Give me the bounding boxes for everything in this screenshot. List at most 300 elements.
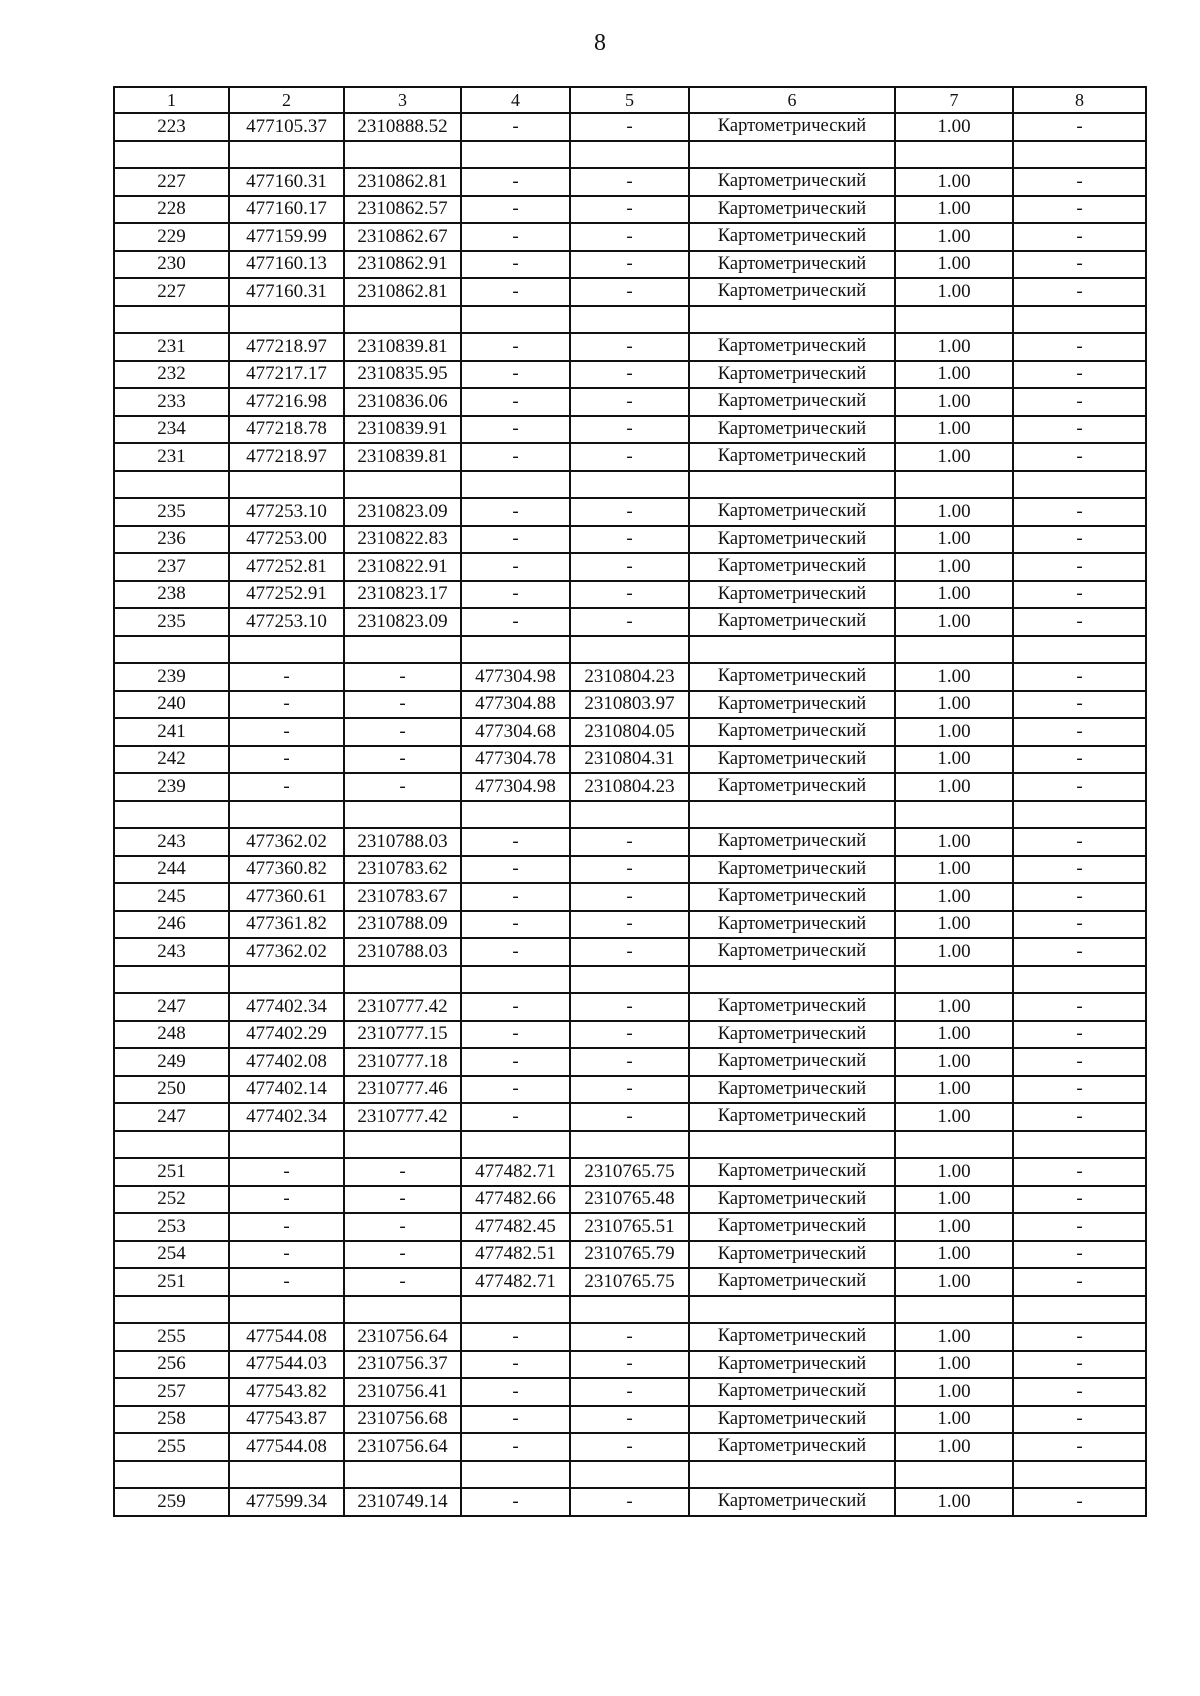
x-coordinate-cell: -	[229, 746, 344, 774]
accuracy-cell	[895, 1131, 1013, 1159]
accuracy-cell: 1.00	[895, 1158, 1013, 1186]
table-row	[114, 773, 1146, 801]
y-coordinate-cell: 2310756.64	[344, 1433, 461, 1461]
accuracy-cell: 1.00	[895, 1351, 1013, 1379]
x-new-coordinate-cell: -	[461, 196, 570, 224]
x-new-coordinate-cell: -	[461, 1351, 570, 1379]
y-new-coordinate-cell: -	[570, 993, 689, 1021]
y-new-coordinate-cell: -	[570, 526, 689, 554]
column-header: 1	[114, 87, 229, 113]
method-cell: Картометрический	[689, 911, 895, 939]
x-coordinate-cell: 477362.02	[229, 938, 344, 966]
method-cell: Картометрический	[689, 1488, 895, 1516]
x-new-coordinate-cell: -	[461, 223, 570, 251]
method-cell: Картометрический	[689, 526, 895, 554]
table-row	[114, 663, 1146, 691]
x-coordinate-cell: 477252.81	[229, 553, 344, 581]
y-new-coordinate-cell: 2310803.97	[570, 691, 689, 719]
point-number-cell: 229	[114, 223, 229, 251]
y-coordinate-cell: -	[344, 691, 461, 719]
method-cell	[689, 1461, 895, 1489]
y-new-coordinate-cell: -	[570, 1021, 689, 1049]
accuracy-cell: 1.00	[895, 443, 1013, 471]
column-header: 5	[570, 87, 689, 113]
table-header-row	[114, 87, 1146, 113]
x-coordinate-cell: 477253.10	[229, 608, 344, 636]
y-new-coordinate-cell: -	[570, 113, 689, 141]
accuracy-cell: 1.00	[895, 553, 1013, 581]
accuracy-cell: 1.00	[895, 388, 1013, 416]
accuracy-cell: 1.00	[895, 1213, 1013, 1241]
description-cell	[1013, 471, 1146, 499]
y-coordinate-cell: 2310788.09	[344, 911, 461, 939]
y-coordinate-cell: -	[344, 1158, 461, 1186]
table-row	[114, 1461, 1146, 1489]
y-new-coordinate-cell: -	[570, 498, 689, 526]
description-cell: -	[1013, 883, 1146, 911]
accuracy-cell: 1.00	[895, 1406, 1013, 1434]
description-cell	[1013, 1131, 1146, 1159]
y-new-coordinate-cell	[570, 306, 689, 334]
y-coordinate-cell: 2310862.57	[344, 196, 461, 224]
point-number-cell: 246	[114, 911, 229, 939]
table-row	[114, 251, 1146, 279]
description-cell: -	[1013, 1186, 1146, 1214]
column-header: 6	[689, 87, 895, 113]
y-new-coordinate-cell: -	[570, 278, 689, 306]
method-cell: Картометрический	[689, 278, 895, 306]
x-coordinate-cell: -	[229, 691, 344, 719]
description-cell: -	[1013, 1433, 1146, 1461]
description-cell: -	[1013, 223, 1146, 251]
table-row	[114, 911, 1146, 939]
y-coordinate-cell: 2310822.91	[344, 553, 461, 581]
y-new-coordinate-cell: -	[570, 333, 689, 361]
point-number-cell	[114, 306, 229, 334]
point-number-cell: 257	[114, 1378, 229, 1406]
table-row	[114, 553, 1146, 581]
description-cell: -	[1013, 1103, 1146, 1131]
method-cell: Картометрический	[689, 1103, 895, 1131]
method-cell: Картометрический	[689, 828, 895, 856]
y-coordinate-cell	[344, 1131, 461, 1159]
table-row	[114, 1268, 1146, 1296]
x-coordinate-cell: 477361.82	[229, 911, 344, 939]
description-cell: -	[1013, 1323, 1146, 1351]
method-cell: Картометрический	[689, 883, 895, 911]
accuracy-cell: 1.00	[895, 278, 1013, 306]
x-new-coordinate-cell: -	[461, 828, 570, 856]
description-cell	[1013, 801, 1146, 829]
y-new-coordinate-cell: -	[570, 1103, 689, 1131]
x-coordinate-cell: 477252.91	[229, 581, 344, 609]
x-coordinate-cell: 477360.61	[229, 883, 344, 911]
table-row	[114, 168, 1146, 196]
point-number-cell: 242	[114, 746, 229, 774]
y-coordinate-cell: 2310862.91	[344, 251, 461, 279]
y-new-coordinate-cell: -	[570, 361, 689, 389]
description-cell: -	[1013, 856, 1146, 884]
accuracy-cell	[895, 636, 1013, 664]
description-cell: -	[1013, 498, 1146, 526]
y-new-coordinate-cell: -	[570, 828, 689, 856]
y-coordinate-cell: -	[344, 1186, 461, 1214]
description-cell	[1013, 966, 1146, 994]
point-number-cell: 230	[114, 251, 229, 279]
y-new-coordinate-cell	[570, 141, 689, 169]
y-coordinate-cell: -	[344, 773, 461, 801]
y-coordinate-cell: 2310839.81	[344, 333, 461, 361]
description-cell: -	[1013, 168, 1146, 196]
description-cell: -	[1013, 663, 1146, 691]
y-coordinate-cell	[344, 636, 461, 664]
x-coordinate-cell: 477160.17	[229, 196, 344, 224]
y-new-coordinate-cell: -	[570, 1076, 689, 1104]
point-number-cell	[114, 636, 229, 664]
y-coordinate-cell: 2310823.09	[344, 608, 461, 636]
point-number-cell: 237	[114, 553, 229, 581]
y-coordinate-cell	[344, 141, 461, 169]
x-coordinate-cell: -	[229, 663, 344, 691]
point-number-cell: 250	[114, 1076, 229, 1104]
accuracy-cell: 1.00	[895, 746, 1013, 774]
method-cell	[689, 471, 895, 499]
method-cell	[689, 801, 895, 829]
method-cell: Картометрический	[689, 416, 895, 444]
table-row	[114, 443, 1146, 471]
description-cell: -	[1013, 361, 1146, 389]
point-number-cell: 240	[114, 691, 229, 719]
x-coordinate-cell: 477544.08	[229, 1323, 344, 1351]
table-row	[114, 1021, 1146, 1049]
table-row	[114, 966, 1146, 994]
y-coordinate-cell: 2310777.42	[344, 993, 461, 1021]
table-row	[114, 1186, 1146, 1214]
x-coordinate-cell: 477543.82	[229, 1378, 344, 1406]
x-new-coordinate-cell: -	[461, 1048, 570, 1076]
point-number-cell: 231	[114, 333, 229, 361]
table-row	[114, 883, 1146, 911]
point-number-cell: 227	[114, 168, 229, 196]
description-cell: -	[1013, 1076, 1146, 1104]
accuracy-cell: 1.00	[895, 691, 1013, 719]
table-row	[114, 993, 1146, 1021]
method-cell: Картометрический	[689, 223, 895, 251]
method-cell	[689, 306, 895, 334]
y-coordinate-cell: -	[344, 1241, 461, 1269]
method-cell: Картометрический	[689, 1048, 895, 1076]
point-number-cell: 252	[114, 1186, 229, 1214]
method-cell: Картометрический	[689, 251, 895, 279]
method-cell: Картометрический	[689, 1186, 895, 1214]
y-coordinate-cell: 2310862.81	[344, 278, 461, 306]
description-cell: -	[1013, 196, 1146, 224]
y-new-coordinate-cell: -	[570, 581, 689, 609]
x-new-coordinate-cell	[461, 1296, 570, 1324]
method-cell: Картометрический	[689, 1241, 895, 1269]
point-number-cell: 245	[114, 883, 229, 911]
method-cell: Картометрический	[689, 361, 895, 389]
method-cell: Картометрический	[689, 1406, 895, 1434]
y-coordinate-cell	[344, 1461, 461, 1489]
description-cell: -	[1013, 333, 1146, 361]
y-new-coordinate-cell: -	[570, 1406, 689, 1434]
table-row	[114, 581, 1146, 609]
y-new-coordinate-cell: -	[570, 1048, 689, 1076]
y-new-coordinate-cell: -	[570, 1323, 689, 1351]
method-cell: Картометрический	[689, 663, 895, 691]
accuracy-cell: 1.00	[895, 168, 1013, 196]
table-row	[114, 608, 1146, 636]
table-row	[114, 1323, 1146, 1351]
description-cell: -	[1013, 553, 1146, 581]
description-cell: -	[1013, 911, 1146, 939]
point-number-cell	[114, 966, 229, 994]
y-coordinate-cell: -	[344, 663, 461, 691]
x-coordinate-cell: 477362.02	[229, 828, 344, 856]
description-cell: -	[1013, 691, 1146, 719]
method-cell: Картометрический	[689, 993, 895, 1021]
x-new-coordinate-cell	[461, 636, 570, 664]
table-row	[114, 1048, 1146, 1076]
y-new-coordinate-cell: 2310765.75	[570, 1158, 689, 1186]
accuracy-cell: 1.00	[895, 498, 1013, 526]
accuracy-cell: 1.00	[895, 333, 1013, 361]
x-coordinate-cell: -	[229, 773, 344, 801]
x-coordinate-cell: -	[229, 1213, 344, 1241]
y-coordinate-cell: 2310862.67	[344, 223, 461, 251]
description-cell: -	[1013, 251, 1146, 279]
x-new-coordinate-cell: 477482.66	[461, 1186, 570, 1214]
accuracy-cell: 1.00	[895, 608, 1013, 636]
x-new-coordinate-cell: -	[461, 388, 570, 416]
x-coordinate-cell: 477160.13	[229, 251, 344, 279]
method-cell	[689, 1296, 895, 1324]
accuracy-cell: 1.00	[895, 938, 1013, 966]
accuracy-cell: 1.00	[895, 223, 1013, 251]
accuracy-cell	[895, 966, 1013, 994]
point-number-cell: 227	[114, 278, 229, 306]
x-coordinate-cell	[229, 966, 344, 994]
description-cell: -	[1013, 608, 1146, 636]
x-coordinate-cell: -	[229, 1158, 344, 1186]
x-new-coordinate-cell: -	[461, 581, 570, 609]
point-number-cell	[114, 141, 229, 169]
coordinates-table	[113, 86, 1147, 1517]
x-new-coordinate-cell: -	[461, 1488, 570, 1516]
description-cell: -	[1013, 581, 1146, 609]
x-new-coordinate-cell: 477304.68	[461, 718, 570, 746]
y-coordinate-cell	[344, 471, 461, 499]
y-new-coordinate-cell: -	[570, 883, 689, 911]
y-coordinate-cell: -	[344, 718, 461, 746]
point-number-cell: 233	[114, 388, 229, 416]
y-coordinate-cell: 2310749.14	[344, 1488, 461, 1516]
table-row	[114, 1406, 1146, 1434]
description-cell: -	[1013, 1268, 1146, 1296]
y-coordinate-cell: 2310756.64	[344, 1323, 461, 1351]
y-coordinate-cell: 2310839.91	[344, 416, 461, 444]
accuracy-cell: 1.00	[895, 196, 1013, 224]
point-number-cell	[114, 1131, 229, 1159]
accuracy-cell: 1.00	[895, 251, 1013, 279]
accuracy-cell: 1.00	[895, 526, 1013, 554]
y-coordinate-cell: 2310823.09	[344, 498, 461, 526]
table-row	[114, 636, 1146, 664]
x-new-coordinate-cell: 477482.71	[461, 1158, 570, 1186]
x-new-coordinate-cell: -	[461, 416, 570, 444]
accuracy-cell: 1.00	[895, 1048, 1013, 1076]
y-coordinate-cell: 2310822.83	[344, 526, 461, 554]
accuracy-cell: 1.00	[895, 1268, 1013, 1296]
x-new-coordinate-cell: -	[461, 498, 570, 526]
point-number-cell: 251	[114, 1158, 229, 1186]
y-coordinate-cell: -	[344, 746, 461, 774]
table-row	[114, 1241, 1146, 1269]
x-new-coordinate-cell: 477304.78	[461, 746, 570, 774]
table-row	[114, 718, 1146, 746]
point-number-cell: 247	[114, 1103, 229, 1131]
point-number-cell	[114, 1461, 229, 1489]
method-cell: Картометрический	[689, 443, 895, 471]
point-number-cell: 247	[114, 993, 229, 1021]
x-new-coordinate-cell: 477482.45	[461, 1213, 570, 1241]
y-new-coordinate-cell: -	[570, 388, 689, 416]
x-coordinate-cell: 477599.34	[229, 1488, 344, 1516]
table-row	[114, 333, 1146, 361]
point-number-cell: 239	[114, 663, 229, 691]
x-new-coordinate-cell: 477482.71	[461, 1268, 570, 1296]
y-coordinate-cell	[344, 306, 461, 334]
x-new-coordinate-cell: -	[461, 608, 570, 636]
y-new-coordinate-cell: 2310765.51	[570, 1213, 689, 1241]
x-coordinate-cell	[229, 801, 344, 829]
column-header: 7	[895, 87, 1013, 113]
x-coordinate-cell	[229, 1131, 344, 1159]
point-number-cell: 248	[114, 1021, 229, 1049]
y-coordinate-cell: 2310836.06	[344, 388, 461, 416]
x-new-coordinate-cell: -	[461, 526, 570, 554]
point-number-cell	[114, 801, 229, 829]
table-row	[114, 1131, 1146, 1159]
x-new-coordinate-cell: -	[461, 1103, 570, 1131]
description-cell: -	[1013, 278, 1146, 306]
accuracy-cell: 1.00	[895, 718, 1013, 746]
x-new-coordinate-cell: -	[461, 361, 570, 389]
table-row	[114, 1296, 1146, 1324]
x-coordinate-cell: 477544.08	[229, 1433, 344, 1461]
x-coordinate-cell: -	[229, 1268, 344, 1296]
y-new-coordinate-cell: 2310804.23	[570, 663, 689, 691]
point-number-cell: 223	[114, 113, 229, 141]
description-cell: -	[1013, 1351, 1146, 1379]
y-coordinate-cell: 2310835.95	[344, 361, 461, 389]
x-new-coordinate-cell: -	[461, 278, 570, 306]
description-cell: -	[1013, 113, 1146, 141]
y-new-coordinate-cell: -	[570, 938, 689, 966]
point-number-cell: 249	[114, 1048, 229, 1076]
description-cell	[1013, 1296, 1146, 1324]
column-header: 4	[461, 87, 570, 113]
y-new-coordinate-cell: 2310804.23	[570, 773, 689, 801]
y-new-coordinate-cell: -	[570, 911, 689, 939]
accuracy-cell: 1.00	[895, 1076, 1013, 1104]
method-cell: Картометрический	[689, 113, 895, 141]
x-coordinate-cell: 477159.99	[229, 223, 344, 251]
x-new-coordinate-cell: -	[461, 1021, 570, 1049]
table-row	[114, 1488, 1146, 1516]
x-new-coordinate-cell	[461, 306, 570, 334]
accuracy-cell: 1.00	[895, 1021, 1013, 1049]
column-header: 2	[229, 87, 344, 113]
accuracy-cell: 1.00	[895, 1241, 1013, 1269]
accuracy-cell: 1.00	[895, 773, 1013, 801]
table-row	[114, 828, 1146, 856]
point-number-cell	[114, 1296, 229, 1324]
y-new-coordinate-cell: -	[570, 1488, 689, 1516]
y-new-coordinate-cell	[570, 801, 689, 829]
y-new-coordinate-cell: -	[570, 1351, 689, 1379]
accuracy-cell: 1.00	[895, 1103, 1013, 1131]
method-cell	[689, 141, 895, 169]
description-cell: -	[1013, 416, 1146, 444]
y-new-coordinate-cell	[570, 636, 689, 664]
y-new-coordinate-cell: -	[570, 1378, 689, 1406]
table-row	[114, 746, 1146, 774]
table-row	[114, 801, 1146, 829]
method-cell	[689, 1131, 895, 1159]
x-new-coordinate-cell: 477482.51	[461, 1241, 570, 1269]
y-coordinate-cell: 2310777.15	[344, 1021, 461, 1049]
accuracy-cell: 1.00	[895, 993, 1013, 1021]
table-row	[114, 526, 1146, 554]
y-coordinate-cell: 2310823.17	[344, 581, 461, 609]
y-coordinate-cell: 2310788.03	[344, 828, 461, 856]
x-coordinate-cell: 477218.78	[229, 416, 344, 444]
method-cell: Картометрический	[689, 856, 895, 884]
point-number-cell: 251	[114, 1268, 229, 1296]
x-new-coordinate-cell: -	[461, 168, 570, 196]
description-cell: -	[1013, 1158, 1146, 1186]
accuracy-cell: 1.00	[895, 1433, 1013, 1461]
method-cell: Картометрический	[689, 1433, 895, 1461]
y-coordinate-cell: -	[344, 1213, 461, 1241]
point-number-cell: 243	[114, 938, 229, 966]
x-coordinate-cell: 477402.34	[229, 993, 344, 1021]
x-coordinate-cell	[229, 1461, 344, 1489]
x-new-coordinate-cell: -	[461, 553, 570, 581]
y-new-coordinate-cell: 2310765.75	[570, 1268, 689, 1296]
x-coordinate-cell	[229, 1296, 344, 1324]
method-cell: Картометрический	[689, 1213, 895, 1241]
table-row	[114, 471, 1146, 499]
y-new-coordinate-cell	[570, 471, 689, 499]
description-cell	[1013, 1461, 1146, 1489]
method-cell: Картометрический	[689, 691, 895, 719]
method-cell	[689, 966, 895, 994]
description-cell: -	[1013, 1021, 1146, 1049]
y-coordinate-cell: 2310862.81	[344, 168, 461, 196]
x-new-coordinate-cell: -	[461, 1076, 570, 1104]
y-coordinate-cell: 2310756.37	[344, 1351, 461, 1379]
point-number-cell: 254	[114, 1241, 229, 1269]
x-new-coordinate-cell: -	[461, 1378, 570, 1406]
point-number-cell: 231	[114, 443, 229, 471]
x-coordinate-cell: 477218.97	[229, 443, 344, 471]
accuracy-cell	[895, 1461, 1013, 1489]
table-row	[114, 1076, 1146, 1104]
y-new-coordinate-cell: -	[570, 168, 689, 196]
